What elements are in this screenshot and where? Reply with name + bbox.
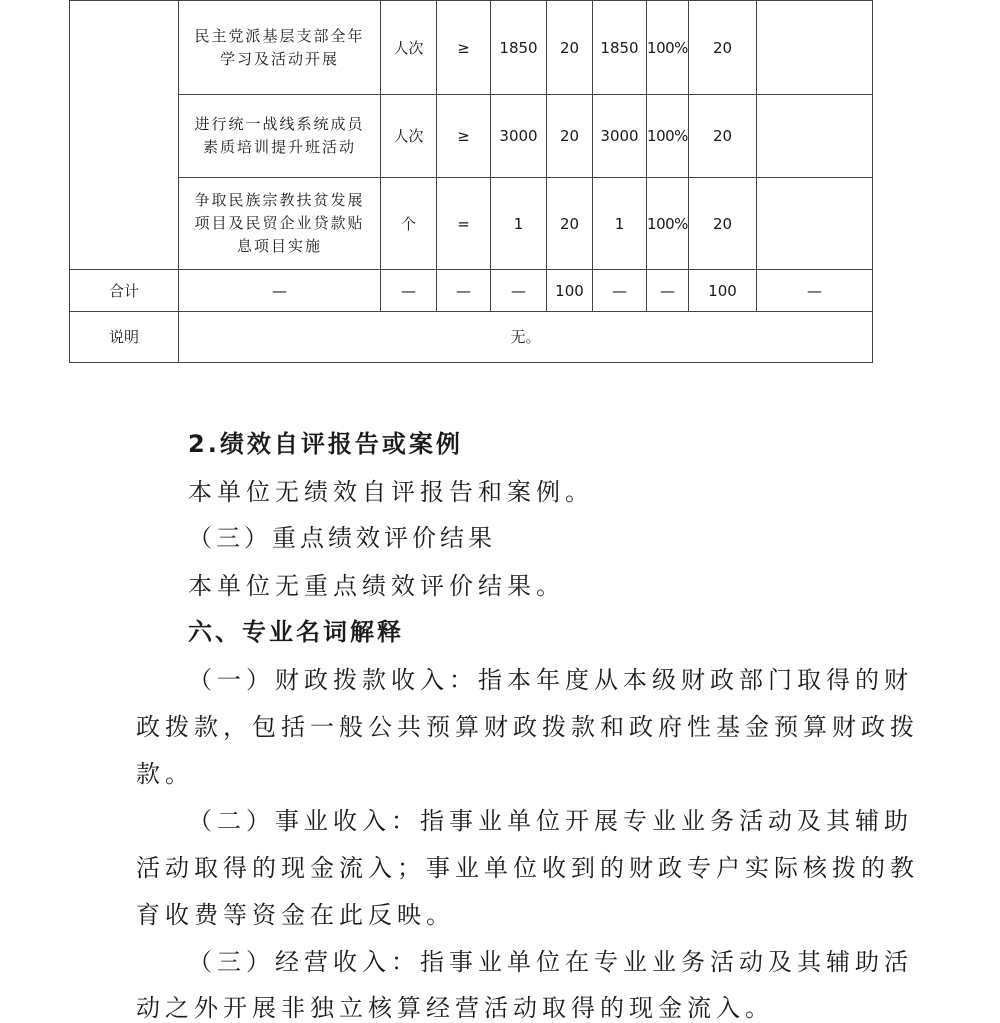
operator-cell: ≥ [437,95,491,178]
score-cell: 20 [689,178,757,270]
target-value-cell: 3000 [491,95,547,178]
table-row [70,95,873,178]
total-weight-cell: 100 [547,270,593,312]
total-dash-cell: — [647,270,689,312]
unit-cell: 人次 [381,1,437,95]
actual-value-cell: 1 [593,178,647,270]
completion-rate-cell: 100% [647,178,689,270]
table-row [70,178,873,270]
note-cell [757,95,873,178]
weight-cell: 20 [547,1,593,95]
total-dash-cell: — [381,270,437,312]
term-paragraph-line: 政拨款，包括一般公共预算财政拨款和政府性基金预算财政拨 [136,713,919,741]
total-dash-cell: — [757,270,873,312]
note-cell [757,178,873,270]
indicator-name-cell: 争取民族宗教扶贫发展 项目及民贸企业贷款贴 息项目实施 [179,178,381,270]
total-dash-cell: — [491,270,547,312]
operator-cell: ≥ [437,1,491,95]
term-paragraph-line: （二）事业收入：指事业单位开展专业业务活动及其辅助 [188,807,913,835]
term-paragraph-line: 动之外开展非独立核算经营活动取得的现金流入。 [136,994,774,1022]
total-dash-cell: — [179,270,381,312]
unit-cell: 人次 [381,95,437,178]
section-heading-terms: 六、专业名词解释 [188,618,404,646]
term-paragraph-line: 活动取得的现金流入；事业单位收到的财政专户实际核拨的教 [136,854,919,882]
term-paragraph-line: （三）经营收入：指事业单位在专业业务活动及其辅助活 [188,948,913,976]
total-dash-cell: — [593,270,647,312]
operator-cell: = [437,178,491,270]
paragraph-report: 本单位无绩效自评报告和案例。 [188,478,594,506]
merged-category-cell [70,1,179,270]
total-label: 合计 [70,270,179,312]
actual-value-cell: 1850 [593,1,647,95]
term-paragraph-line: 育收费等资金在此反映。 [136,901,455,929]
table-row [70,1,873,95]
score-cell: 20 [689,1,757,95]
actual-value-cell: 3000 [593,95,647,178]
total-score-cell: 100 [689,270,757,312]
total-dash-cell: — [437,270,491,312]
term-paragraph-line: （一）财政拨款收入：指本年度从本级财政部门取得的财 [188,666,913,694]
target-value-cell: 1850 [491,1,547,95]
weight-cell: 20 [547,178,593,270]
remark-value: 无。 [179,312,873,363]
remark-row [70,312,873,363]
completion-rate-cell: 100% [647,1,689,95]
weight-cell: 20 [547,95,593,178]
completion-rate-cell: 100% [647,95,689,178]
indicator-name-cell: 民主党派基层支部全年 学习及活动开展 [179,1,381,95]
note-cell [757,1,873,95]
section-heading-report: 2.绩效自评报告或案例 [188,430,463,458]
performance-table [69,0,873,363]
score-cell: 20 [689,95,757,178]
paragraph-key-results: 本单位无重点绩效评价结果。 [188,572,565,600]
section-heading-key-results: （三）重点绩效评价结果 [188,524,496,552]
term-paragraph-line: 款。 [136,760,194,788]
indicator-name-cell: 进行统一战线系统成员 素质培训提升班活动 [179,95,381,178]
remark-label: 说明 [70,312,179,363]
unit-cell: 个 [381,178,437,270]
total-row [70,270,873,312]
target-value-cell: 1 [491,178,547,270]
